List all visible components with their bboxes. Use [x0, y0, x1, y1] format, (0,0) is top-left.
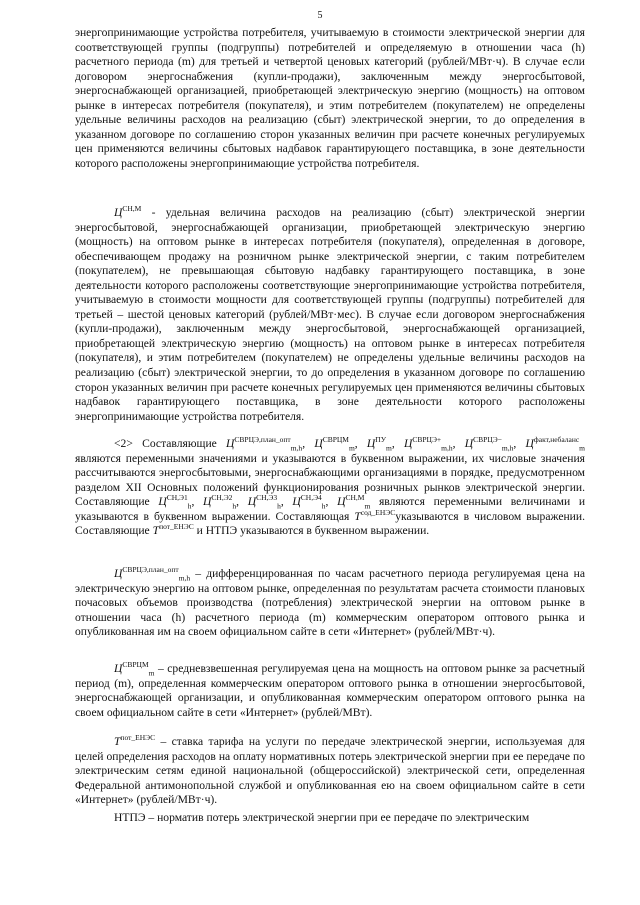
paragraph-text: и НТПЭ указываются в буквенном выражении.	[193, 524, 430, 538]
symbol-sub: h	[277, 501, 281, 511]
symbol-c: Ц	[464, 437, 474, 450]
symbol-sub: m,h	[501, 443, 514, 453]
symbol-sup: сод_ЕНЭС	[360, 507, 396, 517]
paragraph-continuation: энергопринимающие устройства потребителя, учитываемую в стоимости электрической энергии для соответствующей группы (подгруппы) потребителей и определяемую в отношении часа (h) расчетного периода (m) для третьей и четвертой ценовых категорий (рублей/МВт·ч). В случае если договором энергоснабжения (купли-продажи), заключенным между энергосбытовой, энергоснабжающей организацией, приобретающей электрическую энергию (мощность) на оптовом рынке в интересах потребителя (покупателя), и этим потребителем (покупателем) не определены удельные величины расходов на реализацию (сбыт) электрической энергии, то до определения в указанном договоре по соглашению сторон указанных величин при расчете конечных регулируемых цен применяются величины сбытовых надбавок гарантирующего поставщика, в зоне деятельности которого расположены энергопринимающие устройства потребителя.	[75, 26, 585, 170]
paragraph-tariff-definition	[75, 735, 585, 808]
symbol-c: Ц	[366, 437, 376, 450]
symbol-c: Ц	[158, 495, 167, 509]
paragraph-text: являются переменными величинами и указываются в буквенном выражении. Составляющая	[75, 495, 586, 523]
symbol-sub: m	[386, 443, 392, 453]
symbol-sup: факт,небаланс	[533, 435, 580, 445]
paragraph-text: – средневзвешенная регулируемая цена на мощность на оптовом рынке за расчетный период (m), определенная коммерческим оператором оптового рынка в отношении энергосбытовой, энергоснабжающей организации, и опубликованная коммерческим оператором оптового рынка на своем официальном сайте в сети «Интернет» (рублей/МВт).	[75, 662, 585, 719]
symbol-sub: h	[321, 501, 326, 511]
symbol-sub: m	[579, 443, 586, 453]
paragraph-text: являются переменными значениями и указываются в буквенном выражении, их числовые значения рассчитываются энергосбытовыми, энергоснабжающими организациями в порядке, предусмотренном разделом XII Основных положений функционирования розничных рынков электрической энергии. Составляющие	[75, 451, 585, 509]
symbol-sup: СВРЦМ	[322, 435, 349, 445]
symbol-sup: пот_ЕНЭС	[120, 733, 156, 743]
symbol-sub: m,h	[290, 443, 303, 453]
symbol-t: Т	[152, 524, 160, 538]
symbol-sup: ПУ	[375, 435, 387, 445]
symbol-sup: СН,Э1	[166, 493, 188, 503]
paragraph-footnote-2: <2> Составляющие $Ц^{СВРЦЭ,план\_опт}_{m,h}$, $Ц^{СВРЦМ}_m$, $Ц^{ПУ}_m$, $Ц^{СВРЦЭ+}_{m,h}$, $Ц^{СВРЦЭ-}_{m,h}$, $Ц^{факт,небаланс}_m$ являются переменными значениями и указываются в буквенном выражении, их числовые значения рассчитываются энергосбытовыми, энергоснабжающими организациями в порядке, предусмотренном разделом XII Основных положений функционирования розничных рынков электрической энергии. Составляющие $Ц^{СН,Э1}_h$, $Ц^{СН,Э2}_h$, $Ц^{СН,Э3}_h$, $Ц^{СН,Э4}_h$, $Ц^{СН,М}_m$ являются переменными величинами и указываются в буквенном выражении. Составляющая $Т^{сод\_ЕНЭС}указываются$ в числовом выражении. Составляющие $Т^{пот\_ЕНЭС}$ и НТПЭ указываются в буквенном выражении.	[75, 435, 586, 538]
symbol-sup: пот_ЕНЭС	[159, 522, 194, 532]
footnote-lead: <2> Составляющие	[114, 437, 227, 450]
symbol-sup: СН,Э4	[300, 493, 322, 503]
symbol-c: Ц	[114, 662, 123, 675]
symbol-sup: СВРЦЭ−	[473, 435, 502, 445]
symbol-sub: m,h	[178, 573, 191, 583]
symbol-sup: СН,М	[345, 493, 365, 503]
paragraph-text: – дифференцированная по часам расчетного периода регулируемая цена на электрическую энергию на оптовом рынке, определенная по результатам расчета стоимости плановых почасовых объемов производства (потребления) электрической энергии на оптовом рынке в отношении часа (h) расчетного периода (m) коммерческим оператором оптового рынка и опубликованная им на своем официальном сайте в сети «Интернет» (рублей/МВт·ч).	[75, 567, 585, 639]
symbol-sub: m	[148, 668, 155, 678]
symbol-c: Ц	[247, 495, 257, 509]
paragraph-text: указываются в числовом выражении. Составляющие	[75, 509, 585, 538]
symbol-c: Ц	[114, 567, 123, 580]
symbol-sup: СВРЦЭ+	[412, 435, 442, 445]
symbol-c: Ц	[525, 437, 534, 450]
symbol-sub: m	[364, 501, 371, 511]
symbol-sup: СН,Э2	[211, 493, 233, 503]
symbol-t: Т	[114, 735, 121, 748]
symbol-sub: m,h	[441, 443, 453, 453]
paragraph-csnm-definition	[75, 206, 585, 424]
symbol-c: Ц	[292, 495, 301, 509]
symbol-c: Ц	[314, 437, 323, 450]
symbol-c: Ц	[226, 437, 235, 450]
page-number: 5	[317, 10, 323, 21]
symbol-c: Ц	[404, 437, 413, 450]
symbol-c: Ц	[114, 206, 123, 219]
symbol-sup: СВРЦЭ,план_опт	[234, 435, 291, 445]
symbol-sup: СВРЦЭ,план_опт	[122, 565, 179, 575]
symbol-t: Т	[354, 509, 361, 523]
paragraph-svrcm-definition	[75, 662, 585, 720]
paragraph-ntpe-definition: НТПЭ – норматив потерь электрической энергии при ее передаче по электрическим	[114, 811, 530, 824]
paragraph-text: - удельная величина расходов на реализацию (сбыт) электрической энергии энергосбытовой, энергоснабжающей организации, приобретающей электрическую энергию (мощность) на оптовом рынке в интересах потребителя (покупателя), определенная в договоре, обеспечивающем продажу на розничном рынке электрической энергии, с таким потребителем (покупателем), не превышающая сбытовую надбавку гарантирующего поставщика, в зоне деятельности которого расположены соответствующие энергопринимающие устройства потребителя, учитываемую в стоимости мощности для соответствующей группы (подгруппы) потребителей для третьей – шестой ценовых категорий (рублей/МВт·мес). В случае если договором энергоснабжения (купли-продажи), заключенным между энергосбытовой, энергоснабжающей организацией, приобретающей электрическую энергию (мощность) на оптовом рынке в интересах потребителя (покупателя), и этим потребителем (покупателем) не определены удельные величины расходов на реализацию (сбыт) электрической энергии, то до определения в указанном договоре по соглашению сторон указанных величин при расчете конечных регулируемых цен применяются величины сбытовых надбавок гарантирующего поставщика, в зоне деятельности которого расположены энергопринимающие устройства потребителя.	[75, 206, 585, 423]
symbol-sup: СВРЦМ	[122, 660, 149, 670]
symbol-sup: СН,М	[122, 204, 142, 214]
paragraph-svrce-definition	[75, 567, 585, 640]
symbol-sup: СН,Э3	[256, 493, 278, 503]
symbol-sub: m	[348, 443, 355, 453]
symbol-c: Ц	[337, 495, 346, 509]
symbol-sub: h	[187, 501, 192, 511]
symbol-sub: h	[232, 501, 237, 511]
symbol-c: Ц	[203, 495, 212, 509]
paragraph-text: – ставка тарифа на услуги по передаче электрической энергии, используемая для целей определения расходов на оплату нормативных потерь электрической энергии при ее передаче по электрическим сетям единой национальной (общероссийской) электрической сети, определенная Федеральной антимонопольной службой и опубликованная ею на своем официальном сайте в сети «Интернет» (рублей/МВт·ч).	[75, 735, 585, 807]
